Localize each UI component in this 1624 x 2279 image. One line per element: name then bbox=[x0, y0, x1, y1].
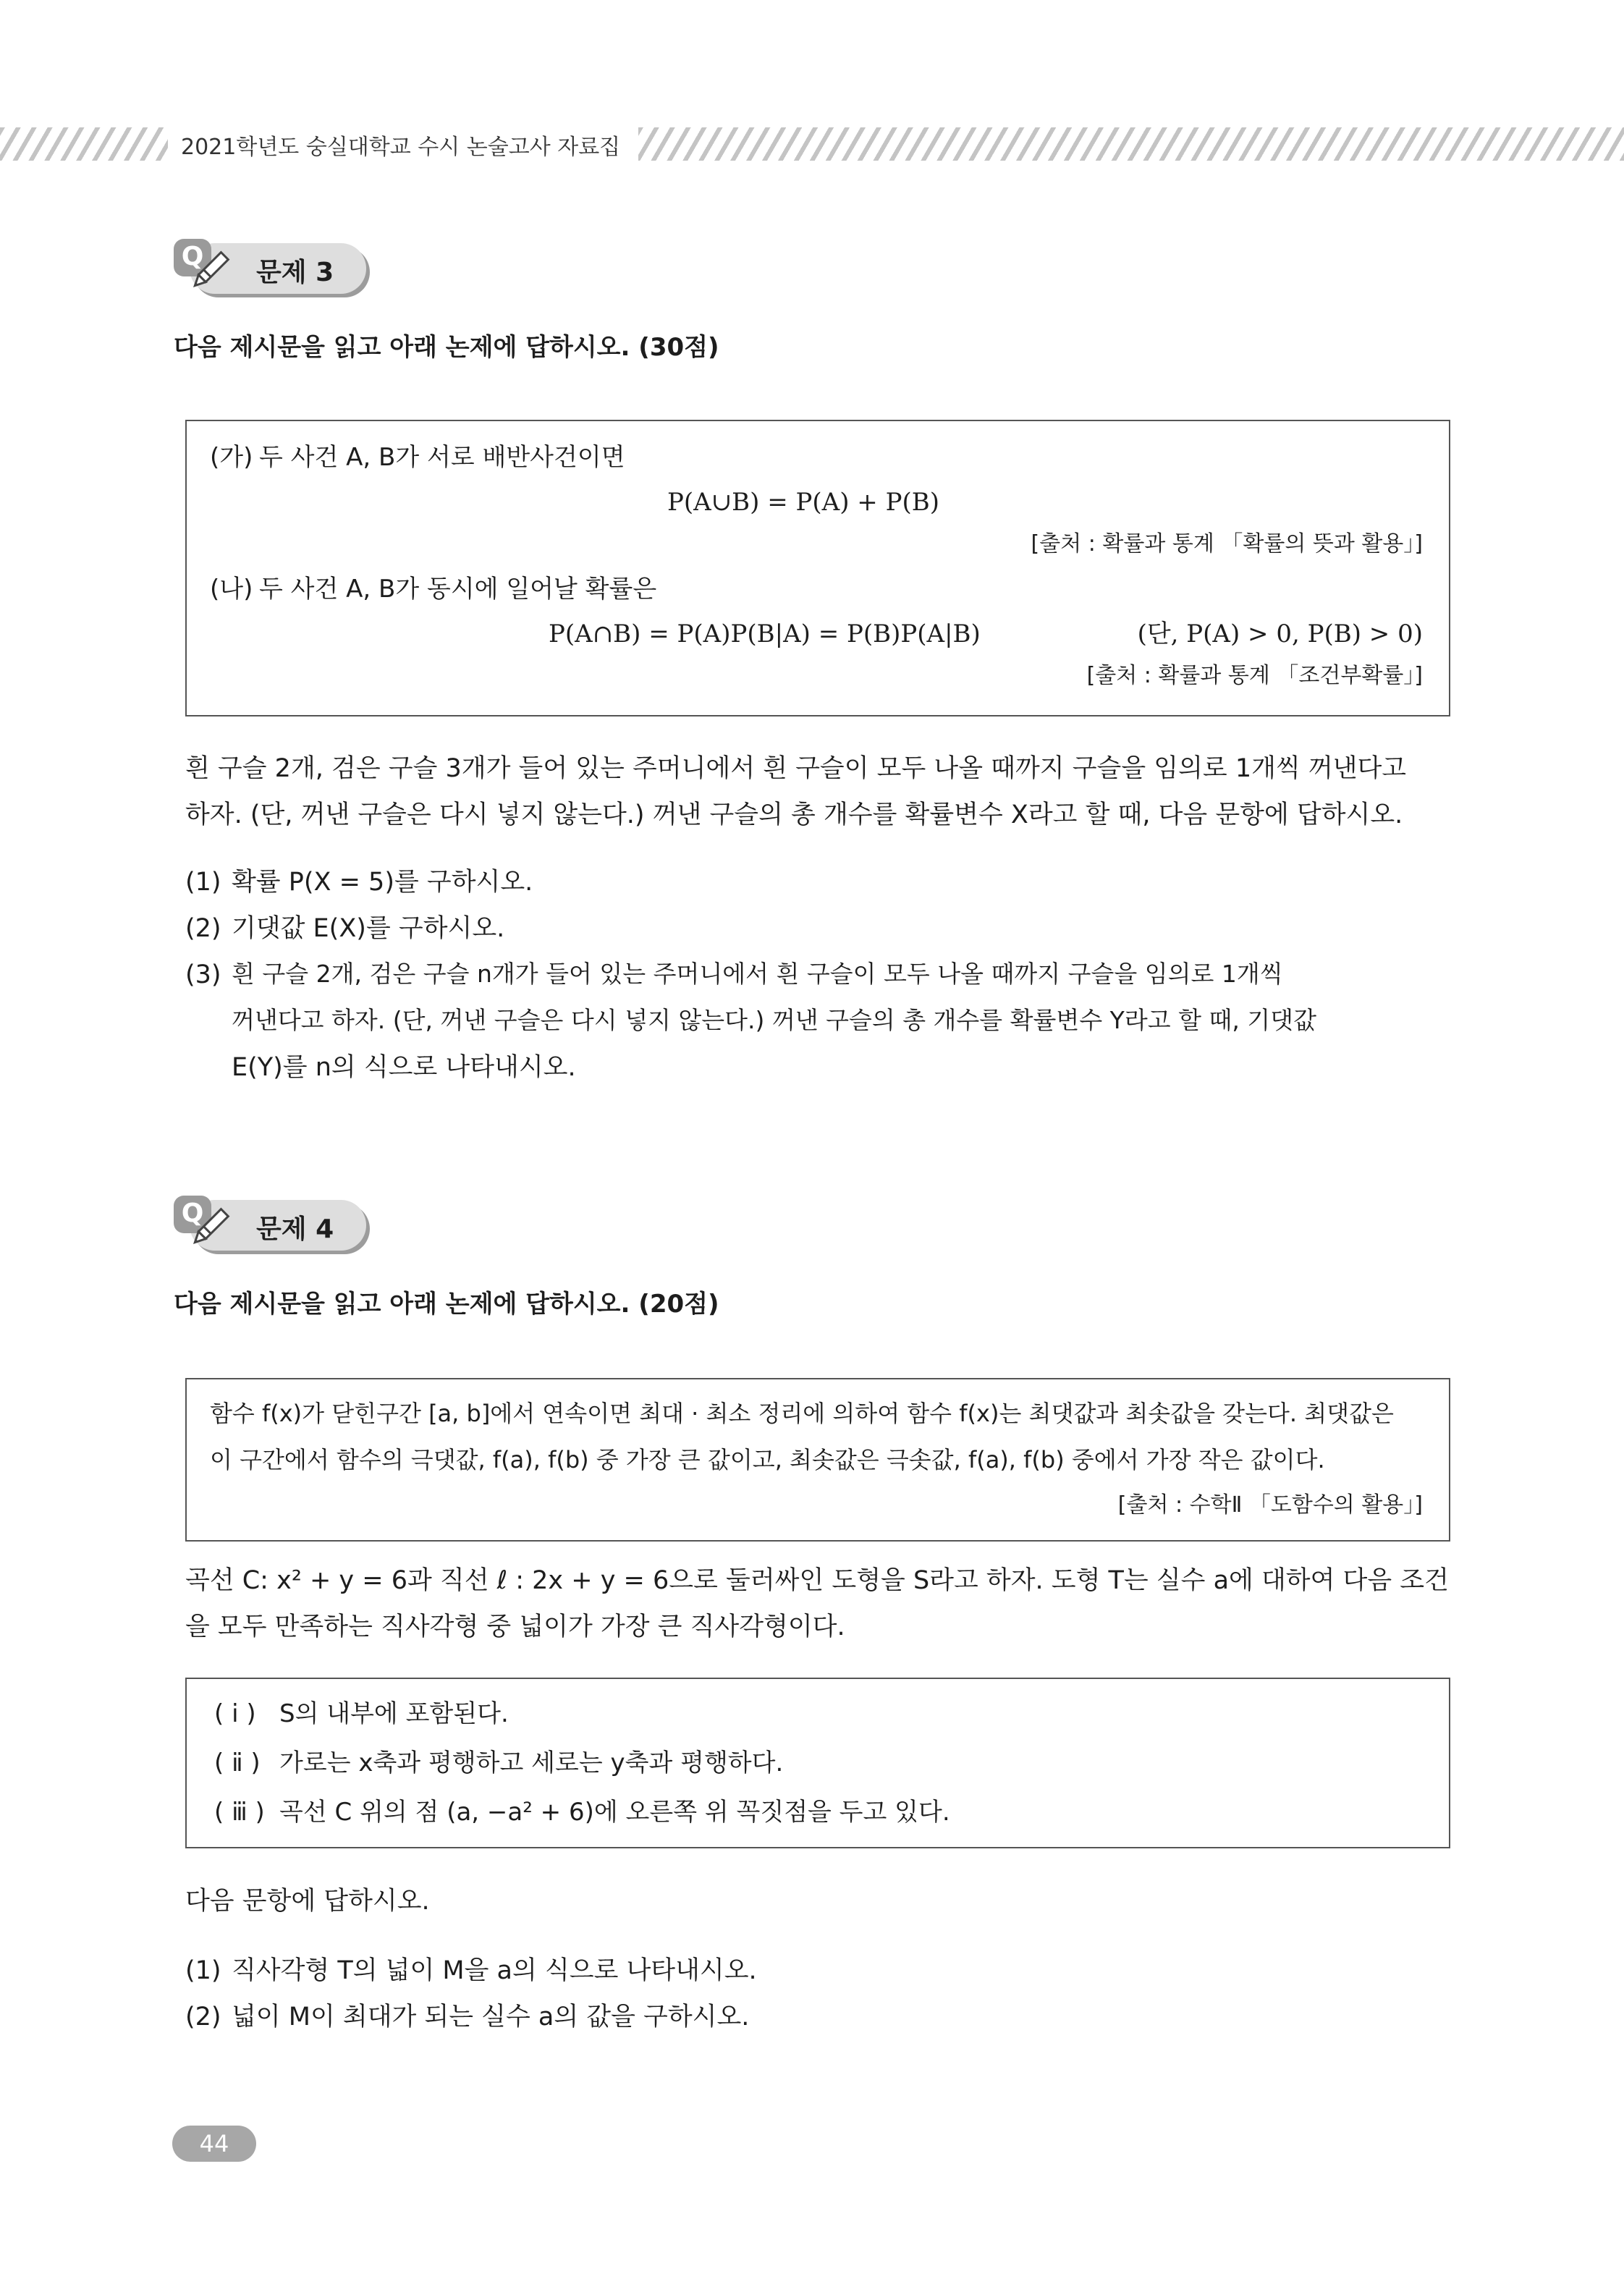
q4-item-1-num: (1) bbox=[185, 1956, 221, 1985]
q3-na-condition: (단, P(A) > 0, P(B) > 0) bbox=[1137, 620, 1423, 648]
header-hatch-left bbox=[0, 127, 168, 161]
q4-condition-1-text: S의 내부에 포함된다. bbox=[279, 1699, 509, 1728]
pencil-icon bbox=[182, 240, 240, 298]
q3-excerpt-box bbox=[185, 420, 1450, 716]
q3-badge: Q bbox=[174, 239, 211, 276]
q4-condition-3-num: ( ⅲ ) bbox=[214, 1798, 265, 1827]
q4-instruction: 다음 제시문을 읽고 아래 논제에 답하시오. (20점) bbox=[174, 1290, 719, 1319]
page-number: 44 bbox=[172, 2126, 256, 2162]
q4-item-2-text: 넓이 M이 최대가 되는 실수 a의 값을 구하시오. bbox=[232, 2003, 750, 2031]
q3-item-1-text: 확률 P(X = 5)를 구하시오. bbox=[232, 868, 533, 897]
q4-condition-2-text: 가로는 x축과 평행하고 세로는 y축과 평행하다. bbox=[279, 1749, 784, 1777]
q3-item-3-num: (3) bbox=[185, 960, 221, 989]
q4-tab bbox=[168, 1196, 371, 1256]
q3-na-source: [출처 : 확률과 통계 「조건부확률」] bbox=[1086, 663, 1423, 688]
q4-item-1-text: 직사각형 T의 넓이 M을 a의 식으로 나타내시오. bbox=[232, 1956, 757, 1985]
q3-body-line-2: 하자. (단, 꺼낸 구슬은 다시 넣지 않는다.) 꺼낸 구슬의 총 개수를 확률변수 X라고 할 때, 다음 문항에 답하시오. bbox=[185, 800, 1403, 829]
q3-na-formula: P(A∩B) = P(A)P(B|A) = P(B)P(A|B) bbox=[549, 620, 981, 648]
q3-ga-formula: P(A∪B) = P(A) + P(B) bbox=[667, 488, 939, 517]
q4-body-line-1: 곡선 C: x² + y = 6과 직선 ℓ : 2x + y = 6으로 둘러싸인 도형을 S라고 하자. 도형 T는 실수 a에 대하여 다음 조건 bbox=[185, 1566, 1449, 1595]
header-hatch-right bbox=[638, 127, 1624, 161]
q3-item-1-num: (1) bbox=[185, 868, 221, 897]
q4-body-line-2: 을 모두 만족하는 직사각형 중 넓이가 가장 큰 직사각형이다. bbox=[185, 1612, 845, 1641]
q3-na-label: (나) bbox=[210, 575, 253, 604]
q4-box-source: [출처 : 수학Ⅱ 「도함수의 활용」] bbox=[1117, 1492, 1423, 1518]
q3-ga-label: (가) bbox=[210, 443, 253, 472]
q3-title: 문제 3 bbox=[256, 258, 334, 287]
q3-tab bbox=[168, 239, 371, 300]
q4-prompt: 다음 문항에 답하시오. bbox=[185, 1887, 430, 1916]
q3-na-text: 두 사건 A, B가 동시에 일어날 확률은 bbox=[259, 575, 657, 604]
q4-conditions-box bbox=[185, 1678, 1450, 1848]
q4-box-line-1: 함수 f(x)가 닫힌구간 [a, b]에서 연속이면 최대 · 최소 정리에 의하여 함수 f(x)는 최댓값과 최솟값을 갖는다. 최댓값은 bbox=[210, 1400, 1394, 1427]
q4-badge: Q bbox=[174, 1196, 211, 1233]
q4-condition-2-num: ( ⅱ ) bbox=[214, 1749, 261, 1777]
q4-item-2-num: (2) bbox=[185, 2003, 221, 2031]
q4-title: 문제 4 bbox=[256, 1214, 334, 1244]
q4-box-line-2: 이 구간에서 함수의 극댓값, f(a), f(b) 중 가장 큰 값이고, 최솟값은 극솟값, f(a), f(b) 중에서 가장 작은 값이다. bbox=[210, 1446, 1325, 1473]
q3-item-3-text: 흰 구슬 2개, 검은 구슬 n개가 들어 있는 주머니에서 흰 구슬이 모두 나올 때까지 구슬을 임의로 1개씩 bbox=[232, 960, 1283, 988]
header-title: 2021학년도 숭실대학교 수시 논술고사 자료집 bbox=[181, 135, 621, 160]
q3-body-line-1: 흰 구슬 2개, 검은 구슬 3개가 들어 있는 주머니에서 흰 구슬이 모두 나올 때까지 구슬을 임의로 1개씩 꺼낸다고 bbox=[185, 754, 1407, 783]
q3-instruction: 다음 제시문을 읽고 아래 논제에 답하시오. (30점) bbox=[174, 333, 719, 362]
q3-item-2-text: 기댓값 E(X)를 구하시오. bbox=[232, 914, 505, 943]
q3-item-3-cont-2: E(Y)를 n의 식으로 나타내시오. bbox=[232, 1053, 576, 1082]
pencil-icon bbox=[182, 1197, 240, 1255]
q4-condition-3-text: 곡선 C 위의 점 (a, −a² + 6)에 오른쪽 위 꼭짓점을 두고 있다. bbox=[279, 1798, 950, 1827]
q3-item-3-cont-1: 꺼낸다고 하자. (단, 꺼낸 구슬은 다시 넣지 않는다.) 꺼낸 구슬의 총 개수를 확률변수 Y라고 할 때, 기댓값 bbox=[232, 1006, 1316, 1034]
q4-excerpt-box bbox=[185, 1378, 1450, 1542]
q4-condition-1-num: ( ⅰ ) bbox=[214, 1699, 256, 1728]
q3-ga-text: 두 사건 A, B가 서로 배반사건이면 bbox=[259, 443, 625, 472]
q3-item-2-num: (2) bbox=[185, 914, 221, 943]
q3-ga-source: [출처 : 확률과 통계 「확률의 뜻과 활용」] bbox=[1031, 531, 1423, 557]
